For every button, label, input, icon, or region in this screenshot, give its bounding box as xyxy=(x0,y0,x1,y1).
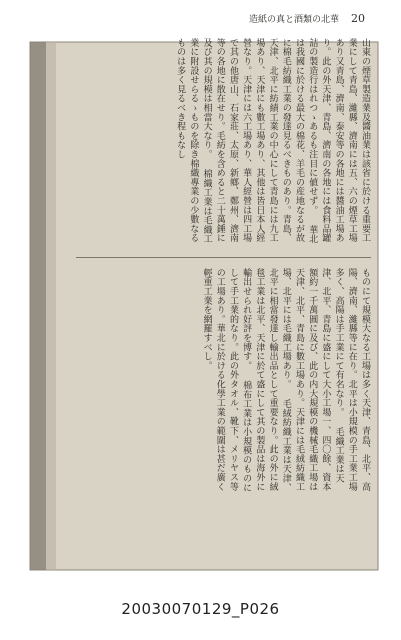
section-divider xyxy=(76,257,371,258)
upper-text-block: 山東の煙草製造業及醬油業は該省に於ける重要工業にして青島、濰縣、濟南には五、六の煙草工場あり又青島、濟南、泰安等の各地には醬油工場あり。此の外天津、青島、濟南の各地には食料品罐詰の製造行はれつゝあるも注目に値せず。 華北は我國に於ける最大の棉花、羊毛の産地なるが故に棉毛紡織工業の發達見るべきものあり。青島、天津、北平に紡績工業の中心にして青島には九工場あり、天津にも數工場あり、其他は皆日本人經營なり。天津には六工場あり、華人經營は四工場で其の他唐山、石家莊、太原、新鄉、鄭州、濟南等の各地に散在せり。毛紡を含めると二十萬錘に及び其の規模は相當大なり。 棉織工業は毛織工業に附設せらるゝものを除き棉織專業の少數なるものは多く見るべき程もなし xyxy=(175,38,370,244)
lower-text-block: ものにて規模大なる工場は多く天津、青島、北平、高陽、濟南、濰縣等に在り。北平は小規模の手工業工場多く、高陽は手工業にて有名なり。 毛織工業は天津、北平、青島に盛にして大小工場一、四〇餘、資本額約一千萬圓に及び、此の内大規模の機械毛織工場は天津、北平、青島に數工場あり。天津には毛絨紡織工場、北平には毛織工場あり。 毛絨紡織工業は天津、北平に相當發達し輸出品として重要なり。此の外に絨毯工業は北平、天津に於て盛にして其の製品は海外に輸出せられ好評を博す。 棉布工業は小規模のものにして手工業的なり。此の外タオル、靴下、メリヤス等の工場あり。華北に於ける化學工業の範圍は甚だ廣く輕重工業を網羅すべし。 xyxy=(201,268,370,493)
page-number: 20 xyxy=(351,12,365,25)
running-title: 造紙の真と酒類の北華 xyxy=(248,15,339,25)
archive-caption: 20030070129_P026 xyxy=(121,600,280,618)
page-header xyxy=(249,12,365,25)
